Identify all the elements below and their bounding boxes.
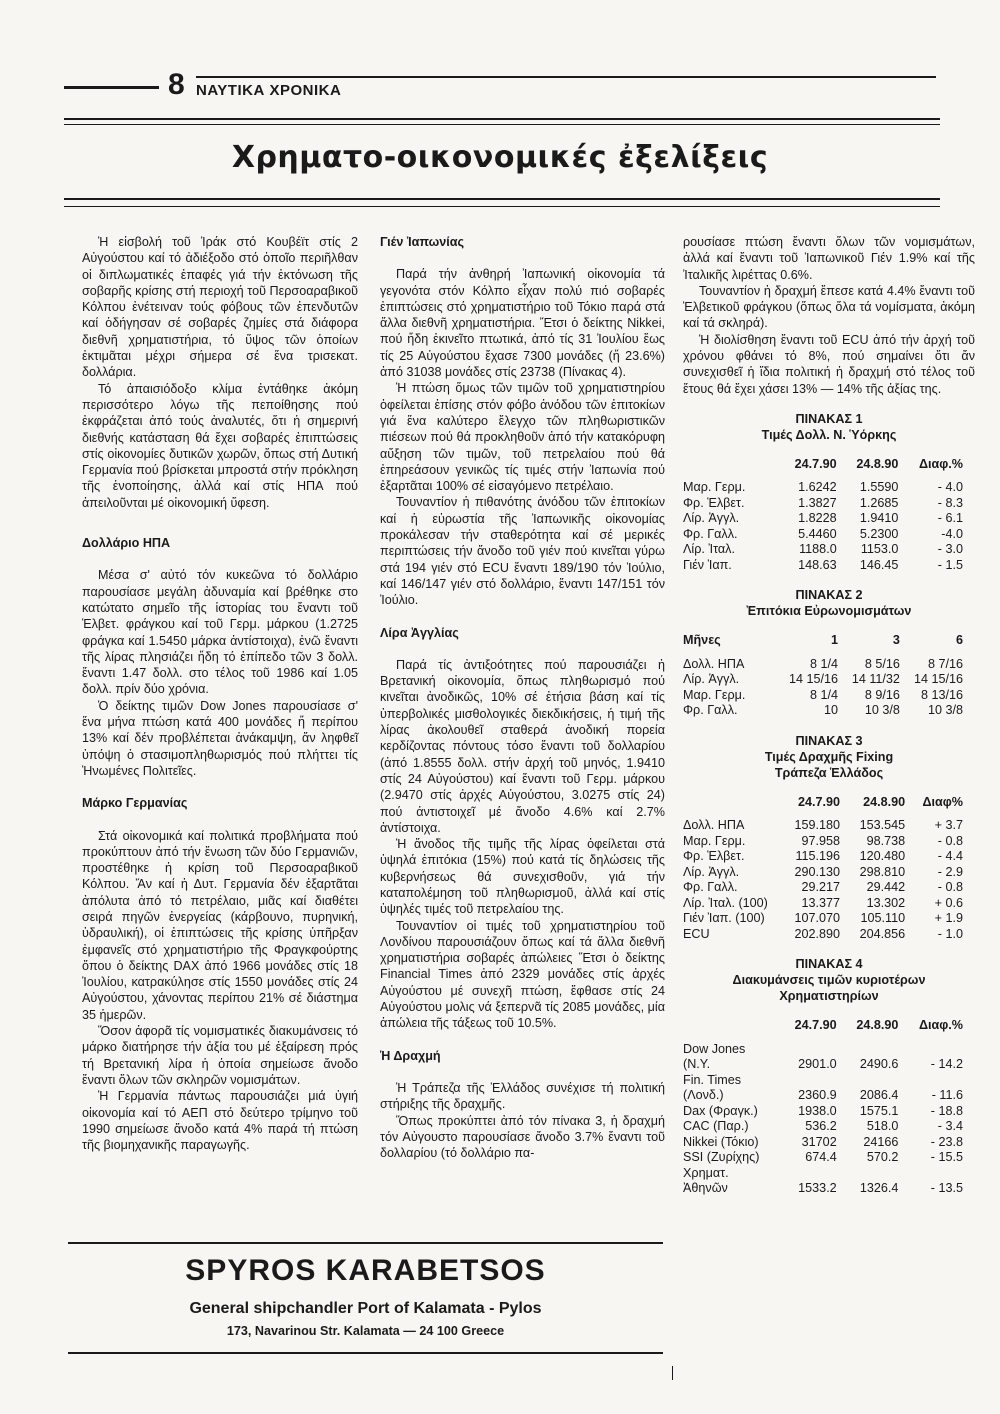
column-header: 24.8.90 <box>863 794 906 809</box>
paragraph: Ὁ δείκτης τιμῶν Dow Jones παρουσίασε σ' ἕνα μήνα πτώση κατά 400 μονάδες ἤ περίπου 13% καί δέν προβλέπεται ἀνάκαμψη, ἄν ληφθεῖ ὑπόψη ὁ στασιμοπληθωρισμός πού πλήττει τίς Ἡνωμένες Πολιτεῖες. <box>82 698 358 778</box>
column-header <box>683 1018 775 1042</box>
table-row <box>683 1073 963 1104</box>
table-cell: 518.0 <box>866 1119 899 1134</box>
table-4 <box>683 1018 963 1197</box>
paragraph: ρουσίασε πτώση ἔναντι ὅλων τῶν νομισμάτων, ἀλλά καί ἔναντι τοῦ Ἰαπωνικοῦ Γιέν 1.9% καί τῆς Ἰταλικῆς λιρέττας 0.6%. <box>683 235 975 282</box>
row-label: Λίρ. Ἀγγλ. <box>683 864 740 879</box>
table-cell: 29.442 <box>866 880 906 895</box>
table-cell: 2360.9 <box>798 1088 837 1103</box>
table-row <box>683 818 963 834</box>
table-row <box>683 527 963 543</box>
table-3-title <box>683 733 975 781</box>
row-label: Φρ. Ἑλβετ. <box>683 495 745 510</box>
table-cell: -4.0 <box>941 526 963 541</box>
table-3-caption: Τιμές Δραχμῆς Fixing <box>764 749 894 764</box>
table-cell: - 0.8 <box>937 833 963 848</box>
row-label: Γιέν Ἰαπ. (100) <box>683 911 765 926</box>
ad-tagline: General shipchandler Port of Kalamata - Pylos <box>189 1300 542 1317</box>
table-row <box>683 834 963 850</box>
column-header: 24.7.90 <box>794 1018 837 1033</box>
table-cell: 29.217 <box>801 880 841 895</box>
ad-company-name: SPYROS KARABETSOS <box>185 1254 546 1287</box>
row-label: Φρ. Ἑλβετ. <box>683 849 745 864</box>
table-cell: - 3.4 <box>937 1119 963 1134</box>
table-cell: + 1.9 <box>934 911 963 926</box>
table-row <box>683 1119 963 1135</box>
table-cell: 2086.4 <box>859 1088 899 1103</box>
table-cell: - 18.8 <box>930 1103 963 1118</box>
table-cell: - 0.8 <box>937 880 963 895</box>
section-title: Χρηματο-οικονομικές ἐξελίξεις <box>231 140 769 175</box>
table-cell: 13.302 <box>866 895 906 910</box>
ad-address: 173, Navarinou Str. Kalamata — 24 100 Greece <box>226 1324 505 1338</box>
publication-title: ΝΑΥΤΙΚΑ ΧΡΟΝΙΚΑ <box>196 82 342 99</box>
row-label: Λίρ. Ἀγγλ. <box>683 511 740 526</box>
table-cell: 97.958 <box>801 833 841 848</box>
table-cell: 31702 <box>801 1134 837 1149</box>
paragraph: Ἡ Τράπεζα τῆς Ἑλλάδος συνέχισε τή πολιτική στήριξης τῆς δραχμῆς. <box>380 1080 665 1112</box>
paragraph: Ἡ Γερμανία πάντως παρουσιάζει μιά ὑγιή οἰκονομία καί τό ΑΕΠ στό δεύτερο τρίμηνο τοῦ 1990 σημείωσε ἄνοδο κατά 4% παρά τή πτώση τῆς βιομηχανικῆς παραγωγῆς. <box>82 1089 358 1153</box>
row-label: Δολλ. ΗΠΑ <box>683 818 745 833</box>
top-rule-thin <box>64 124 940 125</box>
table-1 <box>683 457 963 574</box>
table-cell: + 0.6 <box>934 895 963 910</box>
paragraph: Ὅπως προκύπτει ἀπό τόν πίνακα 3, ἡ δραχμή τόν Αὐγουστο παρουσίασε ἄνοδο 3.7% ἔναντι τοῦ δολλαρίου (τό δολλάριο πα- <box>380 1113 665 1161</box>
table-2-caption: Ἐπιτόκια Εὐρωνομισμάτων <box>746 604 912 619</box>
table-2-title <box>683 587 975 619</box>
table-cell: 8 1/4 <box>810 656 839 671</box>
table-cell: + 3.7 <box>934 818 963 833</box>
table-row <box>683 496 963 512</box>
table-cell: 1.9410 <box>859 511 899 526</box>
table-cell: 8 7/16 <box>927 656 963 671</box>
article-column-2 <box>380 234 665 1161</box>
paragraph: Ἡ ἄνοδος τῆς τιμῆς τῆς λίρας ὀφείλεται στά ὑψηλά ἐπιτόκια (15%) πού κατά τίς δηλώσεις τῆς κυβερνήσεως θά συνεχισθοῦν, γιά τήν καταπολέμηση τοῦ πληθωρισμοῦ, ἀλλά καί στίς ὑψηλές τιμές τοῦ πετρελαίου της. <box>380 837 665 917</box>
row-label: Γιέν Ἰαπ. <box>683 557 732 572</box>
column-header: 3 <box>892 633 900 648</box>
table-cell: 1.2685 <box>859 495 899 510</box>
row-label: Δολλ. ΗΠΑ <box>683 656 745 671</box>
table-cell: - 15.5 <box>930 1150 963 1165</box>
table-4-title <box>683 956 975 1004</box>
table-cell: - 14.2 <box>930 1057 963 1072</box>
paragraph: Στά οἰκονομικά καί πολιτικά προβλήματα πού προκύπτουν ἀπό τήν ἕνωση τῶν δύο Γερμανιῶν, προστέθηκε ἡ κρίση τοῦ Περσοαραβικοῦ Κόλπου. Ἄν καί ἡ Δυτ. Γερμανία δέν ἐξαρτᾶται ἀπόλυτα ἀπό τό πετρέλαιο, μιᾶς καί διαθέτει σειρά πηγῶν ἐνεργείας (κάρβουνο, πυρηνική, ὑδραυλική), οἱ ἐπιπτώσεις τῆς κρίσης ὑπῆρξαν ἐμφανεῖς στό χρηματιστήριο τῆς Φραγκφούρτης ὅπου ὁ δείκτης DAX ἀπό 1966 μονάδες στίς 18 Ἰουλίου, κατρακύλησε στίς 1550 μονάδες στίς 24 Αὐγούστου, χάνοντας περίπου 21% σέ διάστημα 35 ἡμερῶν. <box>82 828 358 1022</box>
table-cell: 10 3/8 <box>927 703 963 718</box>
table-cell: 2901.0 <box>798 1057 837 1072</box>
ad-rule-bottom <box>68 1352 663 1354</box>
table-cell: 536.2 <box>805 1119 837 1134</box>
row-label: Χρηματ. Ἀθηνῶν <box>683 1165 729 1196</box>
table-cell: 202.890 <box>794 926 841 941</box>
table-cell: 14 15/16 <box>913 672 963 687</box>
table-2 <box>683 633 963 719</box>
table-cell: 8 5/16 <box>864 656 900 671</box>
table-cell: 98.738 <box>866 833 906 848</box>
row-label: Λίρ. Ἰταλ. (100) <box>683 895 768 910</box>
table-header-row <box>683 633 963 657</box>
column-header <box>683 457 775 481</box>
table-cell: 146.45 <box>859 557 899 572</box>
table-cell: 674.4 <box>805 1150 837 1165</box>
subheading-drachma: Ἡ Δραχμή <box>380 1048 441 1063</box>
column-header: 24.8.90 <box>856 1018 899 1033</box>
table-row <box>683 1166 963 1197</box>
paragraph: Ἡ πτώση ὅμως τῶν τιμῶν τοῦ χρηματιστηρίου ὀφείλεται ἐπίσης στόν φόβο ἀνόδου τῶν ἐπιτοκίων γιά ἕνα καλύτερο ἔλεγχο τῶν πληθωριστικῶν πιέσεων πού θά προκληθοῦν ἀπό τήν κατακόρυφη αὔξηση τῶν τιμῶν, τοῦ πετρελαίου πού θά ἐπηρεάσουν γενικῶς τίς τιμές στήν Ἰαπωνία πού ἐξαρτᾶται 100% σέ εἰσαγόμενο πετρέλαιο. <box>380 381 665 494</box>
table-row <box>683 896 963 912</box>
column-header: Διαφ.% <box>919 456 963 471</box>
row-label: Μαρ. Γερμ. <box>683 833 746 848</box>
table-cell: 570.2 <box>866 1150 899 1165</box>
column-divider <box>672 1366 673 1380</box>
paragraph: Τουναντίον ἡ δραχμή ἔπεσε κατά 4.4% ἔναντι τοῦ Ἑλβετικοῦ φράγκου (ὅπως ὅλα τά νομίσματα, ἀκόμη καί τά σκληρά). <box>683 283 975 331</box>
table-cell: 1188.0 <box>799 542 837 557</box>
table-cell: 14 11/32 <box>851 672 900 687</box>
table-cell: 1.3827 <box>798 495 837 510</box>
paragraph: Τό ἀπαισιόδοξο κλίμα ἐντάθηκε ἀκόμη περισσότερο λόγω τῆς πεποίθησης πού ἐκφράζεται ἀπό τούς ἀναλυτές, ὅτι ἡ σημερινή διεθνής κατάσταση θά ἔχει σοβαρές ἐπιπτώσεις στίς οἰκονομίες δυτικῶν χωρῶν, ὅπως στή Δυτική Γερμανία πού βρίσκεται μπροστά στήν πρόκληση τῆς ἑνοποίησης, ἀλλά καί στίς ΗΠΑ πού ἀπειλοῦνται μέ οἰκονομική ὕφεση. <box>82 381 358 510</box>
table-row <box>683 657 963 673</box>
row-label: Φρ. Γαλλ. <box>683 880 738 895</box>
table-cell: 2490.6 <box>859 1057 899 1072</box>
row-label: CAC (Παρ.) <box>683 1119 749 1134</box>
table-row <box>683 511 963 527</box>
table-cell: 1.5590 <box>859 480 899 495</box>
table-row <box>683 865 963 881</box>
table-cell: 1575.1 <box>859 1103 899 1118</box>
table-cell: - 8.3 <box>937 495 963 510</box>
table-cell: 115.196 <box>795 849 841 864</box>
table-row <box>683 849 963 865</box>
table-row <box>683 672 963 688</box>
table-cell: - 23.8 <box>930 1134 963 1149</box>
top-rule <box>64 118 940 120</box>
table-cell: 120.480 <box>859 849 906 864</box>
table-cell: 5.4460 <box>798 526 837 541</box>
table-cell: - 2.9 <box>937 864 963 879</box>
table-cell: - 13.5 <box>930 1181 963 1196</box>
row-label: Fin. Times (Λονδ.) <box>683 1072 742 1103</box>
table-cell: 1938.0 <box>798 1103 837 1118</box>
table-cell: 1533.2 <box>798 1181 837 1196</box>
column-header: 24.8.90 <box>856 456 899 471</box>
paragraph: Ὅσον ἀφορᾶ τίς νομισματικές διακυμάνσεις τό μάρκο διατήρησε τήν ἀξία του μέ ἐξαίρεση πρός τή Βρετανική λίρα ἡ ὁποία σημείωσε ἄνοδο ἔναντι ὅλων τῶν σκληρῶν νομισμάτων. <box>82 1024 358 1087</box>
row-label: Φρ. Γαλλ. <box>683 703 738 718</box>
row-label: Dax (Φραγκ.) <box>683 1103 758 1118</box>
column-header: Διαφ% <box>922 794 963 809</box>
table-row <box>683 911 963 927</box>
paragraph: Μέσα σ' αὐτό τόν κυκεῶνα τό δολλάριο παρουσίασε μεγάλη ἀδυναμία καί βρέθηκε στο κατώτατο σημεῖο τῆς ἱστορίας του ἔναντι τοῦ Ἑλβετ. φράγκου καί τοῦ Γερμ. μάρκου (1.2725 φράγκα καί 1.5450 μάρκα ἀντίστοιχα), ἐνῶ ἔναντι τῆς λίρας πλησιάζει ἤδη τό ἐπίπεδο τῶν 3 δολλ. ἔναντι 1.47 δολλ. στο τέλος τοῦ 1986 καί 1.05 δολλ. πρίν δύο χρόνια. <box>82 568 358 697</box>
table-cell: 159.180 <box>794 818 841 833</box>
page-number: 8 <box>168 68 185 101</box>
row-label: Nikkei (Τόκιο) <box>683 1134 759 1149</box>
table-1-title <box>683 411 975 443</box>
table-3 <box>683 795 963 943</box>
table-cell: 105.110 <box>860 911 906 926</box>
table-cell: 8 1/4 <box>810 687 839 702</box>
subheading-dollar: Δολλάριο ΗΠΑ <box>82 536 171 551</box>
table-header-row <box>683 1018 963 1042</box>
table-cell: 107.070 <box>794 911 841 926</box>
column-header <box>683 795 775 819</box>
table-cell: 5.2300 <box>859 526 899 541</box>
table-row <box>683 1042 963 1073</box>
table-cell: - 1.0 <box>937 926 963 941</box>
table-1-label: ΠΙΝΑΚΑΣ 1 <box>795 411 863 426</box>
table-row <box>683 542 963 558</box>
paragraph: Τουναντίον ἡ πιθανότης ἀνόδου τῶν ἐπιτοκίων καί ἡ εὐρωστία τῆς Ἰαπωνικῆς οἰκονομίας προκάλεσαν τήν σταθερότητα καί σέ μερικές περιπτώσεις τήν ἄνοδο τοῦ γιέν πού κινεῖται γύρω στά 194 γιέν στό ECU ἔναντι 189/190 τόν Ἰούλιο, καί 146/147 γιέν στό δολλάριο, ἔναντι 147/151 τόν Ἰούλιο. <box>380 495 665 608</box>
table-cell: 298.810 <box>859 864 906 879</box>
article-column-3 <box>683 234 975 1197</box>
table-row <box>683 703 963 719</box>
paragraph: Παρά τήν ἀνθηρή Ἰαπωνική οἰκονομία τά γεγονότα στόν Κόλπο εἶχαν πολύ πιό σοβαρές ἐπιπτώσεις στό χρηματιστήριο τοῦ Τόκιο παρά στά ἄλλα διεθνῆ χρηματιστήρια. Ἔτσι ὁ δείκτης Nikkei, πού ἤδη ἐκινεῖτο πτωτικά, ἀπό τίς 31 Ἰουλίου ἕως τίς 25 Αὐγούστου ἔχασε 7300 μονάδες (ἤ 23.6%) ἀπό 31038 μονάδες στίς 23738 (Πίνακας 4). <box>380 267 665 380</box>
table-cell: 8 13/16 <box>920 687 963 702</box>
title-rule-thin <box>64 206 940 207</box>
table-cell: 14 15/16 <box>789 672 839 687</box>
paragraph: Ἡ διολίσθηση ἔναντι τοῦ ECU ἀπό τήν ἀρχή τοῦ χρόνου φθάνει τό 8%, πού σημαίνει ὅτι ἄν συνεχισθεῖ ἡ ἴδια πολιτική ἡ δραχμή στό τέλος τοῦ ἔτους θά ἔχει χάσει 13% — 14% τῆς ἀξίας της. <box>683 332 975 396</box>
table-1-caption: Τιμές Δολλ. Ν. Ὑόρκης <box>761 427 897 442</box>
subheading-mark: Μάρκο Γερμανίας <box>82 796 188 811</box>
table-cell: - 4.4 <box>937 849 963 864</box>
table-cell: 148.63 <box>798 557 837 572</box>
table-row <box>683 927 963 943</box>
table-3-label: ΠΙΝΑΚΑΣ 3 <box>795 733 863 748</box>
header-rule-left <box>64 86 159 89</box>
table-row <box>683 1104 963 1120</box>
article-column-1 <box>82 234 358 1153</box>
table-cell: 204.856 <box>859 926 906 941</box>
table-cell: - 4.0 <box>937 480 963 495</box>
table-cell: - 1.5 <box>937 557 963 572</box>
table-header-row <box>683 795 963 819</box>
row-label: Μαρ. Γερμ. <box>683 687 746 702</box>
column-header: Διαφ.% <box>919 1018 963 1033</box>
header-rule-right <box>196 76 936 78</box>
paragraph: Τουναντίον οἱ τιμές τοῦ χρηματιστηρίου τοῦ Λονδίνου παρουσιάζουν ὅπως καί τά ἄλλα διεθνῆ χρηματιστήρια σοβαρές ἀπώλειες Ἔτσι ὁ δείκτης Financial Times ἀπό 2329 μονάδες στίς ἀρχές Αὐγούστου μέ συνεχῆ πτώση, ἔφθασε στίς 24 Αὐγούστου μολις νά ξεπερνᾶ τίς 2085 μονάδες, μία ἀπώλεια τῆς τάξεως τοῦ 10.5%. <box>380 918 665 1031</box>
table-cell: 1.6242 <box>798 480 837 495</box>
table-cell: 1153.0 <box>860 542 899 557</box>
table-cell: 153.545 <box>859 818 906 833</box>
table-cell: 1326.4 <box>859 1181 899 1196</box>
table-4-caption: Διακυμάνσεις τιμῶν κυριοτέρων Χρηματιστηρίων <box>732 973 926 1004</box>
table-row <box>683 880 963 896</box>
row-label: ECU <box>683 926 710 941</box>
table-header-row <box>683 457 963 481</box>
table-cell: 10 <box>824 703 839 718</box>
row-label: Dow Jones (N.Y. <box>683 1041 746 1072</box>
table-cell: 290.130 <box>794 864 841 879</box>
table-cell: 1.8228 <box>798 511 837 526</box>
table-row <box>683 1135 963 1151</box>
table-cell: - 6.1 <box>937 511 963 526</box>
table-cell: 10 3/8 <box>864 703 900 718</box>
column-header: Μῆνες <box>683 633 721 648</box>
table-4-label: ΠΙΝΑΚΑΣ 4 <box>795 957 863 972</box>
paragraph: Ἡ εἰσβολή τοῦ Ἰράκ στό Κουβέϊτ στίς 2 Αὐγούστου καί τό ἀδιέξοδο στό ὁποῖο περιῆλθαν οἱ διπλωματικές ἐπαφές γιά τήν ἐκτόνωση τῆς σοβαρῆς κρίσης στή περιοχή τοῦ Περσοαραβικοῦ Κόλπου ἐνέτειναν τούς φόβους τῶν ἐπενδυτῶν καί ὁδήγησαν σέ σοβαρές ζημίες στά διάφορα διεθνῆ χρηματιστήρια, τό ὕψος τῶν ὁποίων ἐκτιμᾶται μέχρι σήμερα σέ ἕνα τρισεκατ. δολλάρια. <box>82 235 358 380</box>
row-label: Φρ. Γαλλ. <box>683 526 738 541</box>
ad-rule-top <box>68 1242 663 1244</box>
table-cell: 8 9/16 <box>864 687 900 702</box>
row-label: Λίρ. Ἀγγλ. <box>683 672 740 687</box>
subheading-yen: Γιέν Ἰαπωνίας <box>380 235 465 249</box>
paragraph: Παρά τίς ἀντιξοότητες πού παρουσιάζει ἡ Βρετανική οἰκονομία, ὅπως πληθωρισμό πού κινεῖται ἀνοδικῶς, 10% σέ ἐτήσια βάση καί τίς ὑπερβολικές μισθολογικές διεκδικήσεις, ἡ τιμή τῆς λίρας ἀκολουθεῖ σταθερά ἀνοδική πορεία κερδίζοντας πόντους τόσο ἔναντι τοῦ δολλαρίου (ἀπό 1.8555 δολλ. στήν ἀρχή τοῦ μηνός, 1.9410 στίς 24 Αὐγούστου) καί ἔναντι τοῦ Γερμ. μάρκου (2.9470 στίς ἀρχές Αὐγούστου, 3.0275 στίς 24) πού ἀντιστοιχεῖ μέ ἄνοδο 4.6% καί 2.7% ἀντίστοιχα. <box>380 657 665 835</box>
column-header: 6 <box>955 633 963 648</box>
column-header: 24.7.90 <box>798 794 841 809</box>
row-label: Λίρ. Ἰταλ. <box>683 542 735 557</box>
table-3-caption-2: Τράπεζα Ἑλλάδος <box>774 765 884 780</box>
table-row <box>683 558 963 574</box>
table-row <box>683 688 963 704</box>
table-2-label: ΠΙΝΑΚΑΣ 2 <box>795 588 863 603</box>
column-header: 24.7.90 <box>794 456 837 471</box>
table-cell: 13.377 <box>801 895 841 910</box>
table-cell: - 3.0 <box>937 542 963 557</box>
table-row <box>683 1150 963 1166</box>
row-label: Μαρ. Γερμ. <box>683 480 746 495</box>
subheading-pound: Λίρα Ἀγγλίας <box>380 625 459 640</box>
table-cell: 24166 <box>863 1134 899 1149</box>
table-cell: - 11.6 <box>931 1088 963 1103</box>
title-rule <box>64 198 940 200</box>
row-label: SSI (Ζυρίχης) <box>683 1150 760 1165</box>
table-row <box>683 480 963 496</box>
column-header: 1 <box>831 633 839 648</box>
